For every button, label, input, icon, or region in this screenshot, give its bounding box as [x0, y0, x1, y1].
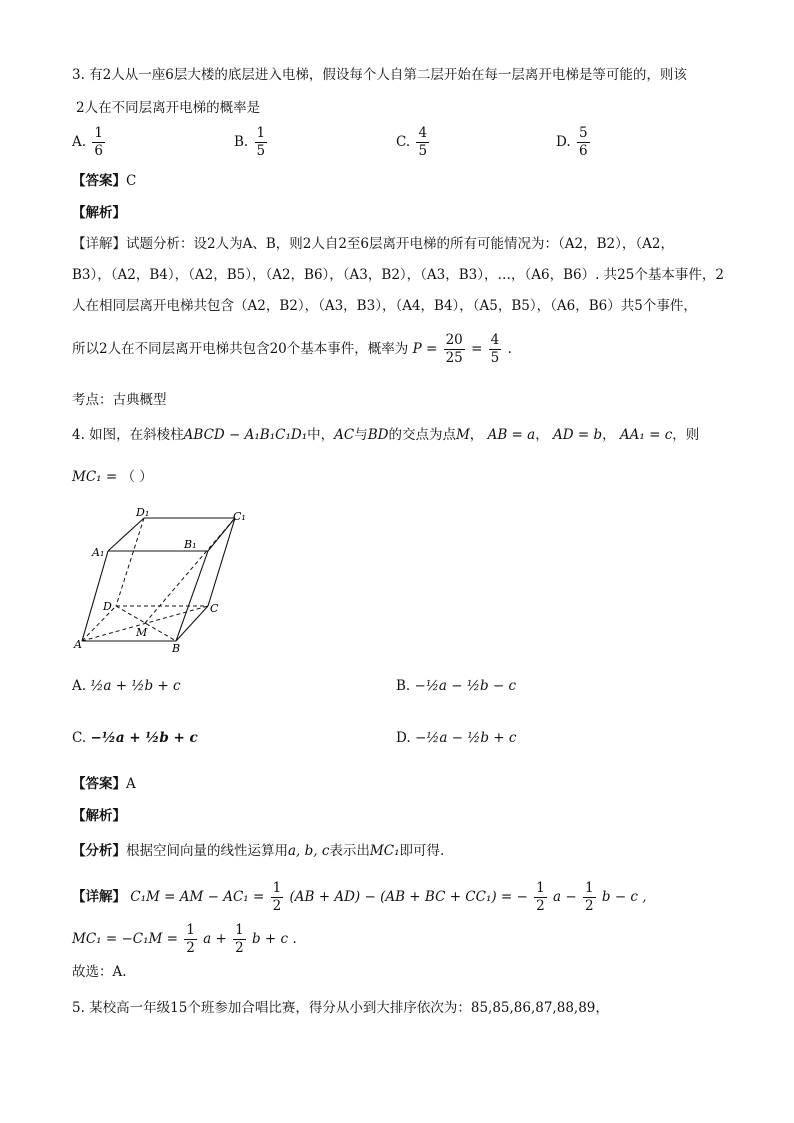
q4-option-a: A. ½a + ½b + c	[72, 678, 181, 694]
q4-guxuan: 故选：A.	[72, 964, 127, 980]
q4-xiangjie-line1: 【详解】 C₁M = AM − AC₁ = $\frac{1}{2}$ (AB + AD) − (AB + BC + CC₁) = − $\frac{1}{2}$ a − $\frac{1}{2}$ b − c ,	[72, 880, 647, 914]
q4-stem-line2: MC₁ = （ ）	[72, 469, 153, 485]
q4-stem-line1: 4. 如图，在斜棱柱ABCD − A₁B₁C₁D₁中，AC与BD的交点为点M， AB = a， AD = b， AA₁ = c，则	[72, 427, 700, 443]
q3-detail-line3: 人在相同层离开电梯共包含（A2，B2），（A3，B3），（A4，B4），（A5，B5），（A6，B6）共5个事件，	[72, 298, 697, 314]
q3-detail-line2: B3），（A2，B4），（A2，B5），（A2，B6），（A3，B2），（A3，B3），…，（A6，B6）. 共25个基本事件，2	[72, 267, 724, 283]
q3-stem-line1: 3. 有2人从一座6层大楼的底层进入电梯，假设每个人自第二层开始在每一层离开电梯是等可能的，则该	[72, 67, 687, 83]
fig-label-d: D	[103, 600, 112, 613]
q5-stem: 5. 某校高一年级15个班参加合唱比赛，得分从小到大排序依次为：85,85,86,87,88,89，	[72, 1000, 609, 1016]
fig-label-a: A	[74, 638, 82, 651]
q3-option-d-fraction: $\frac{5}{6}$	[578, 125, 588, 159]
q3-answer: 【答案】C	[72, 173, 137, 189]
q3-option-c-fraction: $\frac{4}{5}$	[418, 125, 428, 159]
q3-stem-line2: 2人在不同层离开电梯的概率是	[76, 100, 261, 116]
fig-label-b: B	[172, 642, 181, 655]
q3-option-a-fraction: $\frac{1}{6}$	[94, 125, 103, 159]
q3-detail-line4: 所以2人在不同层离开电梯共包含20个基本事件，概率为 P = $\frac{20}{25}$ = $\frac{4}{5}$ .	[72, 332, 512, 366]
q3-analysis-tag: 【解析】	[72, 205, 126, 221]
q4-option-c: C. −½a + ½b + c	[72, 730, 198, 746]
fig-label-m: M	[136, 626, 148, 639]
q4-option-b: B. −½a − ½b − c	[396, 678, 517, 694]
q4-prism-figure	[70, 506, 250, 656]
fig-label-b1: B₁	[184, 538, 197, 551]
q4-fenxi: 【分析】根据空间向量的线性运算用a, b, c表示出MC₁即可得.	[72, 843, 445, 859]
fig-label-d1: D₁	[136, 506, 150, 519]
fig-label-c: C	[210, 602, 219, 615]
q3-detail-line1: 【详解】试题分析：设2人为A、B，则2人自2至6层离开电梯的所有可能情况为：（A2，B2），（A2，	[72, 236, 674, 252]
q4-xiangjie-line2: MC₁ = −C₁M = $\frac{1}{2}$ a + $\frac{1}{2}$ b + c .	[72, 922, 297, 956]
q3-option-d: D. $\frac{5}{6}$	[556, 125, 588, 159]
fig-label-a1: A₁	[92, 546, 105, 559]
q3-option-c: C. $\frac{4}{5}$	[396, 125, 428, 159]
q3-kaodian: 考点：古典概型	[72, 392, 167, 408]
fig-label-c1: C₁	[233, 510, 246, 523]
q4-option-d: D. −½a − ½b + c	[396, 730, 517, 746]
q3-option-b: B. $\frac{1}{5}$	[234, 125, 266, 159]
q3-option-b-fraction: $\frac{1}{5}$	[256, 125, 266, 159]
q3-option-a: A. $\frac{1}{6}$	[72, 125, 103, 159]
q4-analysis-tag: 【解析】	[72, 808, 126, 824]
q4-answer: 【答案】A	[72, 776, 136, 792]
